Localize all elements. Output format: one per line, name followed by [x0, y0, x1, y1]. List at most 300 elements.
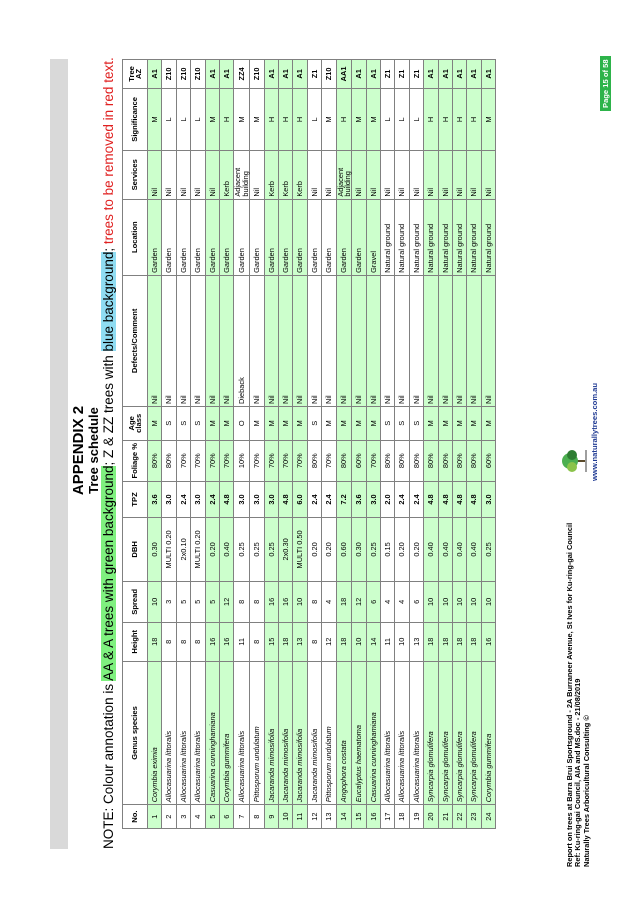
cell-height: 8 — [176, 622, 190, 661]
cell-location: Natural ground — [395, 199, 409, 275]
cell-sig: L — [191, 88, 205, 150]
table-row — [278, 60, 292, 829]
cell-no: 18 — [395, 805, 409, 829]
cell-no: 15 — [352, 805, 366, 829]
cell-age: M — [481, 406, 495, 440]
cell-height: 14 — [366, 622, 380, 661]
note-separator: ; Z & ZZ trees with — [101, 351, 116, 466]
cell-sig: M — [250, 88, 264, 150]
cell-defects: Nil — [293, 275, 307, 406]
cell-height: 8 — [162, 622, 176, 661]
cell-spread: 5 — [191, 581, 205, 622]
cell-dbh: 2x0.30 — [278, 518, 292, 582]
cell-spread: 10 — [453, 581, 467, 622]
cell-foliage: 70% — [219, 440, 233, 481]
website-link[interactable]: www.naturallytrees.com.au — [590, 382, 599, 481]
cell-age: M — [205, 406, 219, 440]
cell-dbh: MULTI 0.20 — [162, 518, 176, 582]
footer-line-1: Report on trees at Barra Brui Sportsground - 2A Burraneer Avenue, St Ives for Ku-ring-gai Council — [565, 522, 574, 867]
table-row — [307, 60, 321, 829]
cell-age: M — [336, 406, 352, 440]
note-green-text: AA & A trees with green background — [101, 465, 116, 681]
cell-location: Gravel — [366, 199, 380, 275]
cell-height: 18 — [148, 622, 162, 661]
cell-tpz: 2.4 — [205, 481, 219, 517]
cell-spread: 6 — [409, 581, 423, 622]
cell-sig: M — [322, 88, 336, 150]
cell-defects: Nil — [438, 275, 452, 406]
cell-no: 8 — [250, 805, 264, 829]
cell-tpz: 4.8 — [467, 481, 481, 517]
cell-age: S — [395, 406, 409, 440]
colour-note — [101, 57, 116, 849]
table-row — [481, 60, 495, 829]
cell-dbh: 0.25 — [234, 518, 250, 582]
table-row — [409, 60, 423, 829]
cell-services: Adjacent building — [234, 150, 250, 199]
cell-sig: H — [293, 88, 307, 150]
cell-location: Natural ground — [381, 199, 395, 275]
cell-no: 17 — [381, 805, 395, 829]
col-header: No. — [123, 805, 148, 829]
cell-services: Nil — [352, 150, 366, 199]
cell-tpz: 4.8 — [438, 481, 452, 517]
cell-services: Nil — [395, 150, 409, 199]
cell-age: M — [453, 406, 467, 440]
cell-location: Garden — [278, 199, 292, 275]
cell-spread: 8 — [307, 581, 321, 622]
cell-az: A1 — [366, 60, 380, 89]
table-row — [395, 60, 409, 829]
cell-services: Nil — [148, 150, 162, 199]
cell-species: Corymbia gummifera — [481, 661, 495, 805]
col-header: Tree AZ — [123, 60, 148, 89]
cell-defects: Nil — [322, 275, 336, 406]
cell-species: Jacaranda mimosifolia — [307, 661, 321, 805]
cell-services: Adjacent building — [336, 150, 352, 199]
col-header: DBH — [123, 518, 148, 582]
cell-spread: 8 — [234, 581, 250, 622]
cell-sig: H — [264, 88, 278, 150]
cell-dbh: 0.20 — [322, 518, 336, 582]
cell-height: 10 — [352, 622, 366, 661]
cell-height: 8 — [307, 622, 321, 661]
table-row — [322, 60, 336, 829]
cell-spread: 12 — [352, 581, 366, 622]
cell-services: Nil — [176, 150, 190, 199]
cell-az: A1 — [148, 60, 162, 89]
cell-spread: 4 — [322, 581, 336, 622]
cell-spread: 16 — [264, 581, 278, 622]
cell-height: 12 — [322, 622, 336, 661]
table-row — [352, 60, 366, 829]
note-prefix: NOTE: Colour annotation is — [101, 680, 116, 849]
cell-sig: L — [409, 88, 423, 150]
cell-location: Natural ground — [438, 199, 452, 275]
cell-age: M — [293, 406, 307, 440]
cell-services: Nil — [191, 150, 205, 199]
cell-tpz: 4.8 — [278, 481, 292, 517]
cell-services: Nil — [366, 150, 380, 199]
cell-no: 1 — [148, 805, 162, 829]
cell-species: Corymbia gummifera — [219, 661, 233, 805]
cell-sig: H — [438, 88, 452, 150]
cell-no: 10 — [278, 805, 292, 829]
cell-no: 7 — [234, 805, 250, 829]
cell-tpz: 3.0 — [191, 481, 205, 517]
cell-defects: Nil — [278, 275, 292, 406]
cell-height: 8 — [250, 622, 264, 661]
table-row — [381, 60, 395, 829]
cell-az: Z10 — [322, 60, 336, 89]
cell-height: 11 — [381, 622, 395, 661]
cell-services: Nil — [162, 150, 176, 199]
cell-sig: M — [352, 88, 366, 150]
cell-az: A1 — [264, 60, 278, 89]
appendix-title: APPENDIX 2 — [70, 405, 87, 496]
cell-species: Allocasuarina littoralis — [395, 661, 409, 805]
cell-defects: Nil — [467, 275, 481, 406]
cell-spread: 10 — [148, 581, 162, 622]
cell-height: 18 — [278, 622, 292, 661]
table-row — [205, 60, 219, 829]
cell-foliage: 70% — [322, 440, 336, 481]
cell-defects: Nil — [352, 275, 366, 406]
cell-height: 13 — [293, 622, 307, 661]
cell-foliage: 80% — [336, 440, 352, 481]
cell-dbh: 0.40 — [467, 518, 481, 582]
cell-tpz: 4.8 — [424, 481, 438, 517]
cell-foliage: 60% — [481, 440, 495, 481]
cell-location: Natural ground — [409, 199, 423, 275]
cell-sig: M — [481, 88, 495, 150]
cell-spread: 5 — [205, 581, 219, 622]
cell-az: A1 — [352, 60, 366, 89]
cell-foliage: 80% — [438, 440, 452, 481]
cell-dbh: 0.40 — [219, 518, 233, 582]
cell-foliage: 60% — [352, 440, 366, 481]
cell-tpz: 3.0 — [264, 481, 278, 517]
cell-sig: L — [176, 88, 190, 150]
cell-spread: 16 — [278, 581, 292, 622]
cell-dbh: 0.25 — [250, 518, 264, 582]
cell-height: 15 — [264, 622, 278, 661]
cell-foliage: 10% — [234, 440, 250, 481]
cell-location: Garden — [234, 199, 250, 275]
cell-tpz: 2.4 — [395, 481, 409, 517]
cell-height: 18 — [336, 622, 352, 661]
cell-no: 20 — [424, 805, 438, 829]
cell-tpz: 3.0 — [481, 481, 495, 517]
cell-sig: M — [234, 88, 250, 150]
cell-tpz: 3.0 — [250, 481, 264, 517]
note-blue-text: blue background — [101, 251, 116, 352]
cell-location: Garden — [250, 199, 264, 275]
cell-no: 23 — [467, 805, 481, 829]
cell-age: M — [366, 406, 380, 440]
cell-az: A1 — [467, 60, 481, 89]
col-header: Genus species — [123, 661, 148, 805]
col-header: Height — [123, 622, 148, 661]
cell-age: M — [219, 406, 233, 440]
table-row — [467, 60, 481, 829]
cell-az: A1 — [293, 60, 307, 89]
cell-spread: 6 — [366, 581, 380, 622]
cell-defects: Nil — [481, 275, 495, 406]
col-header: Defects/Comment — [123, 275, 148, 406]
table-row — [438, 60, 452, 829]
cell-defects: Nil — [219, 275, 233, 406]
cell-age: M — [278, 406, 292, 440]
cell-no: 14 — [336, 805, 352, 829]
cell-height: 18 — [424, 622, 438, 661]
cell-dbh: 0.20 — [205, 518, 219, 582]
cell-age: S — [409, 406, 423, 440]
cell-age: M — [424, 406, 438, 440]
col-header: TPZ — [123, 481, 148, 517]
cell-foliage: 70% — [293, 440, 307, 481]
cell-species: Allocasuarina littoralis — [176, 661, 190, 805]
note-separator-2: ; — [101, 244, 116, 252]
table-row — [424, 60, 438, 829]
cell-defects: Nil — [148, 275, 162, 406]
cell-location: Garden — [191, 199, 205, 275]
cell-species: Casuarina cunninghamiana — [366, 661, 380, 805]
cell-sig: H — [219, 88, 233, 150]
cell-no: 12 — [307, 805, 321, 829]
cell-no: 13 — [322, 805, 336, 829]
cell-location: Garden — [162, 199, 176, 275]
cell-height: 16 — [481, 622, 495, 661]
cell-height: 10 — [395, 622, 409, 661]
cell-spread: 10 — [293, 581, 307, 622]
cell-services: Kerb — [278, 150, 292, 199]
cell-tpz: 2.0 — [381, 481, 395, 517]
cell-defects: Nil — [162, 275, 176, 406]
cell-dbh: 0.40 — [453, 518, 467, 582]
cell-age: M — [250, 406, 264, 440]
cell-defects: Nil — [307, 275, 321, 406]
cell-foliage: 80% — [453, 440, 467, 481]
cell-foliage: 70% — [264, 440, 278, 481]
cell-location: Natural ground — [481, 199, 495, 275]
tree-logo-icon — [560, 446, 588, 476]
cell-services: Nil — [307, 150, 321, 199]
cell-az: Z10 — [250, 60, 264, 89]
cell-services: Kerb — [219, 150, 233, 199]
cell-species: Jacaranda mimosifolia — [278, 661, 292, 805]
cell-dbh: 0.25 — [366, 518, 380, 582]
cell-defects: Nil — [176, 275, 190, 406]
cell-dbh: 0.25 — [481, 518, 495, 582]
cell-dbh: 0.40 — [424, 518, 438, 582]
cell-services: Nil — [467, 150, 481, 199]
cell-sig: H — [278, 88, 292, 150]
cell-tpz: 3.0 — [234, 481, 250, 517]
table-row — [336, 60, 352, 829]
cell-foliage: 80% — [467, 440, 481, 481]
cell-foliage: 80% — [409, 440, 423, 481]
cell-az: Z10 — [162, 60, 176, 89]
cell-age: S — [191, 406, 205, 440]
cell-spread: 5 — [176, 581, 190, 622]
col-header: Foliage % — [123, 440, 148, 481]
cell-sig: H — [467, 88, 481, 150]
cell-spread: 8 — [250, 581, 264, 622]
cell-location: Natural ground — [453, 199, 467, 275]
cell-tpz: 3.0 — [366, 481, 380, 517]
cell-spread: 4 — [381, 581, 395, 622]
cell-sig: M — [366, 88, 380, 150]
cell-foliage: 80% — [395, 440, 409, 481]
table-row — [148, 60, 162, 829]
cell-location: Natural ground — [467, 199, 481, 275]
cell-sig: H — [424, 88, 438, 150]
cell-no: 4 — [191, 805, 205, 829]
cell-tpz: 3.6 — [148, 481, 162, 517]
cell-sig: H — [453, 88, 467, 150]
cell-dbh: 0.20 — [409, 518, 423, 582]
cell-no: 19 — [409, 805, 423, 829]
table-row — [176, 60, 190, 829]
cell-dbh: 0.30 — [148, 518, 162, 582]
cell-az: Z1 — [307, 60, 321, 89]
cell-az: AA1 — [336, 60, 352, 89]
col-header: Location — [123, 199, 148, 275]
cell-no: 21 — [438, 805, 452, 829]
cell-location: Garden — [264, 199, 278, 275]
cell-az: Z1 — [395, 60, 409, 89]
cell-no: 5 — [205, 805, 219, 829]
cell-species: Syncarpia glomulifera — [467, 661, 481, 805]
cell-age: S — [176, 406, 190, 440]
cell-tpz: 7.2 — [336, 481, 352, 517]
cell-species: Allocasuarina littoralis — [409, 661, 423, 805]
cell-location: Garden — [219, 199, 233, 275]
cell-foliage: 70% — [250, 440, 264, 481]
cell-species: Pittosporum undulatum — [250, 661, 264, 805]
cell-species: Syncarpia glomulifera — [438, 661, 452, 805]
cell-height: 8 — [191, 622, 205, 661]
cell-species: Syncarpia glomulifera — [453, 661, 467, 805]
cell-height: 16 — [205, 622, 219, 661]
cell-services: Nil — [381, 150, 395, 199]
cell-az: Z1 — [409, 60, 423, 89]
cell-no: 11 — [293, 805, 307, 829]
cell-height: 16 — [219, 622, 233, 661]
cell-foliage: 70% — [366, 440, 380, 481]
cell-foliage: 70% — [176, 440, 190, 481]
cell-sig: L — [381, 88, 395, 150]
cell-defects: Nil — [366, 275, 380, 406]
cell-no: 22 — [453, 805, 467, 829]
cell-location: Garden — [148, 199, 162, 275]
cell-spread: 12 — [219, 581, 233, 622]
cell-defects: Nil — [453, 275, 467, 406]
cell-dbh: 0.25 — [264, 518, 278, 582]
cell-services: Nil — [438, 150, 452, 199]
cell-species: Pittosporum undulatum — [322, 661, 336, 805]
cell-sig: M — [205, 88, 219, 150]
table-row — [453, 60, 467, 829]
cell-age: M — [264, 406, 278, 440]
cell-spread: 18 — [336, 581, 352, 622]
cell-age: M — [438, 406, 452, 440]
cell-dbh: 0.20 — [307, 518, 321, 582]
cell-services: Nil — [481, 150, 495, 199]
cell-age: M — [322, 406, 336, 440]
cell-age: M — [467, 406, 481, 440]
cell-az: A1 — [453, 60, 467, 89]
table-row — [250, 60, 264, 829]
cell-dbh: 0.60 — [336, 518, 352, 582]
table-row — [264, 60, 278, 829]
cell-age: S — [381, 406, 395, 440]
cell-dbh: 0.40 — [438, 518, 452, 582]
cell-species: Allocasuarina littoralis — [191, 661, 205, 805]
header-bar — [50, 59, 68, 849]
cell-services: Nil — [409, 150, 423, 199]
cell-tpz: 2.4 — [176, 481, 190, 517]
cell-no: 16 — [366, 805, 380, 829]
cell-location: Garden — [322, 199, 336, 275]
cell-no: 2 — [162, 805, 176, 829]
cell-spread: 4 — [395, 581, 409, 622]
cell-no: 9 — [264, 805, 278, 829]
cell-defects: Dieback — [234, 275, 250, 406]
cell-spread: 10 — [481, 581, 495, 622]
cell-tpz: 3.6 — [352, 481, 366, 517]
cell-defects: Nil — [264, 275, 278, 406]
cell-defects: Nil — [409, 275, 423, 406]
cell-age: S — [307, 406, 321, 440]
tree-schedule-subtitle: Tree schedule — [86, 407, 101, 494]
cell-height: 18 — [453, 622, 467, 661]
cell-foliage: 80% — [381, 440, 395, 481]
cell-location: Garden — [307, 199, 321, 275]
cell-foliage: 80% — [148, 440, 162, 481]
cell-age: M — [352, 406, 366, 440]
cell-spread: 10 — [467, 581, 481, 622]
cell-tpz: 4.8 — [219, 481, 233, 517]
table-row — [219, 60, 233, 829]
cell-species: Allocasuarina littoralis — [381, 661, 395, 805]
cell-age: S — [162, 406, 176, 440]
note-red-text: trees to be removed in red text. — [101, 57, 116, 245]
cell-az: A1 — [438, 60, 452, 89]
cell-dbh: 2x0.10 — [176, 518, 190, 582]
table-row — [366, 60, 380, 829]
cell-location: Garden — [336, 199, 352, 275]
cell-foliage: 80% — [424, 440, 438, 481]
cell-dbh: MULTI 0.50 — [293, 518, 307, 582]
cell-services: Nil — [205, 150, 219, 199]
cell-tpz: 2.4 — [322, 481, 336, 517]
cell-location: Garden — [176, 199, 190, 275]
cell-dbh: MULTI 0.20 — [191, 518, 205, 582]
cell-dbh: 0.30 — [352, 518, 366, 582]
cell-services: Kerb — [293, 150, 307, 199]
page-number-badge: Page 15 of 58 — [600, 56, 611, 111]
footer-line-2: Ref: Ku-ring-gai Council, AIA and MS.doc - 21/08/2019 — [573, 678, 583, 867]
cell-no: 6 — [219, 805, 233, 829]
report-footer — [566, 523, 591, 867]
cell-no: 24 — [481, 805, 495, 829]
cell-species: Corymbia eximia — [148, 661, 162, 805]
cell-az: Z1 — [381, 60, 395, 89]
cell-services: Nil — [250, 150, 264, 199]
col-header: Significance — [123, 88, 148, 150]
